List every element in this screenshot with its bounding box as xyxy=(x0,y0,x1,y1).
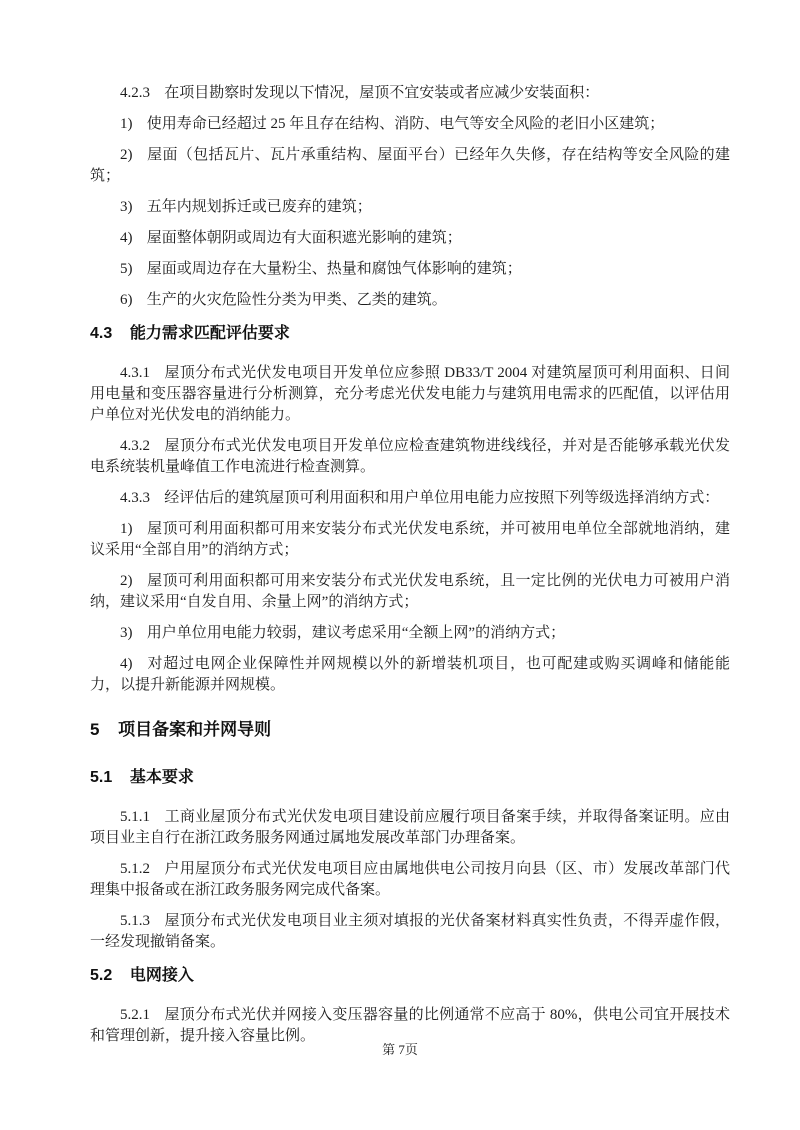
list-item-text: 屋面或周边存在大量粉尘、热量和腐蚀气体影响的建筑； xyxy=(146,261,522,277)
clause-number: 5.2.1 xyxy=(120,1007,150,1023)
list-item-text: 屋面整体朝阴或周边有大面积遮光影响的建筑； xyxy=(146,230,462,246)
list-item-number: 2) xyxy=(120,147,133,163)
clause-5-1-3 xyxy=(90,911,730,953)
clause-4-3-2 xyxy=(90,436,730,478)
clause-5-1-2 xyxy=(90,859,730,901)
clause-text: 经评估后的建筑屋顶可利用面积和用户单位用电能力应按照下列等级选择消纳方式： xyxy=(164,490,720,506)
list-item-number: 1) xyxy=(120,116,133,132)
section-number: 4.3 xyxy=(90,325,113,342)
section-heading-5-1 xyxy=(90,768,730,788)
clause-text: 屋顶分布式光伏发电项目开发单位应参照 DB33/T 2004 对建筑屋顶可利用面积、日间用电量和变压器容量进行分析测算，充分考虑光伏发电能力与建筑用电需求的匹配值，以评估用户单位对光伏发电的消纳能力。 xyxy=(90,365,730,423)
list-item-6 xyxy=(90,290,730,311)
clause-text: 工商业屋顶分布式光伏发电项目建设前应履行项目备案手续，并取得备案证明。应由项目业主自行在浙江政务服务网通过属地发展改革部门办理备案。 xyxy=(90,809,730,846)
list-item-number: 2) xyxy=(120,573,133,589)
list-item-text: 屋顶可利用面积都可用来安装分布式光伏发电系统，并可被用电单位全部就地消纳，建议采用“全部自用”的消纳方式； xyxy=(90,521,730,558)
clause-4-3-1 xyxy=(90,363,730,426)
list-item-number: 1) xyxy=(120,521,133,537)
chapter-number: 5 xyxy=(90,720,100,739)
list-item-number: 3) xyxy=(120,625,133,641)
clause-number: 4.3.2 xyxy=(120,438,150,454)
list-item-consume-2 xyxy=(90,571,730,613)
section-title: 基本要求 xyxy=(129,769,194,786)
list-item-consume-3 xyxy=(90,623,730,644)
list-item-5 xyxy=(90,259,730,280)
clause-text: 屋顶分布式光伏并网接入变压器容量的比例通常不应高于 80%，供电公司宜开展技术和管理创新，提升接入容量比例。 xyxy=(90,1007,730,1044)
clause-number: 5.1.1 xyxy=(120,809,150,825)
clause-number: 4.3.3 xyxy=(120,490,150,506)
list-item-number: 3) xyxy=(120,199,133,215)
list-item-number: 6) xyxy=(120,292,133,308)
list-item-text: 用户单位用电能力较弱，建议考虑采用“全额上网”的消纳方式； xyxy=(146,625,566,641)
clause-number: 5.1.3 xyxy=(120,913,150,929)
section-title: 电网接入 xyxy=(129,967,194,984)
section-title: 能力需求匹配评估要求 xyxy=(129,325,290,342)
clause-number: 4.2.3 xyxy=(120,85,150,101)
clause-text: 户用屋顶分布式光伏发电项目应由属地供电公司按月向县（区、市）发展改革部门代理集中报备或在浙江政务服务网完成代备案。 xyxy=(90,861,730,898)
chapter-title: 项目备案和并网导则 xyxy=(118,720,272,739)
list-item-text: 对超过电网企业保障性并网规模以外的新增装机项目，也可配建或购买调峰和储能能力，以提升新能源并网规模。 xyxy=(90,656,730,693)
clause-text: 屋顶分布式光伏发电项目业主须对填报的光伏备案材料真实性负责，不得弄虚作假，一经发现撤销备案。 xyxy=(90,913,730,950)
clause-5-1-1 xyxy=(90,807,730,849)
list-item-text: 五年内规划拆迁或已废弃的建筑； xyxy=(146,199,372,215)
section-number: 5.2 xyxy=(90,967,113,984)
clause-number: 4.3.1 xyxy=(120,365,150,381)
list-item-text: 生产的火灾危险性分类为甲类、乙类的建筑。 xyxy=(146,292,447,308)
chapter-heading-5 xyxy=(90,721,730,739)
clause-4-3-3 xyxy=(90,488,730,509)
page-number: 第 7页 xyxy=(382,1042,418,1057)
list-item-consume-4 xyxy=(90,654,730,696)
list-item-consume-1 xyxy=(90,519,730,561)
list-item-text: 屋面（包括瓦片、瓦片承重结构、屋面平台）已经年久失修，存在结构等安全风险的建筑； xyxy=(90,147,730,184)
list-item-text: 使用寿命已经超过 25 年且存在结构、消防、电气等安全风险的老旧小区建筑； xyxy=(146,116,665,132)
clause-text: 在项目勘察时发现以下情况，屋顶不宜安装或者应减少安装面积： xyxy=(164,85,600,101)
section-heading-4-3 xyxy=(90,324,730,344)
clause-number: 5.1.2 xyxy=(120,861,150,877)
list-item-1 xyxy=(90,114,730,135)
list-item-number: 4) xyxy=(120,656,133,672)
list-item-4 xyxy=(90,228,730,249)
list-item-number: 4) xyxy=(120,230,133,246)
section-number: 5.1 xyxy=(90,769,113,786)
clause-text: 屋顶分布式光伏发电项目开发单位应检查建筑物进线线径，并对是否能够承载光伏发电系统装机量峰值工作电流进行检查测算。 xyxy=(90,438,730,475)
list-item-number: 5) xyxy=(120,261,133,277)
list-item-3 xyxy=(90,197,730,218)
section-heading-5-2 xyxy=(90,966,730,986)
list-item-text: 屋顶可利用面积都可用来安装分布式光伏发电系统，且一定比例的光伏电力可被用户消纳，建议采用“自发自用、余量上网”的消纳方式； xyxy=(90,573,730,610)
clause-4-2-3 xyxy=(90,83,730,104)
list-item-2 xyxy=(90,145,730,187)
